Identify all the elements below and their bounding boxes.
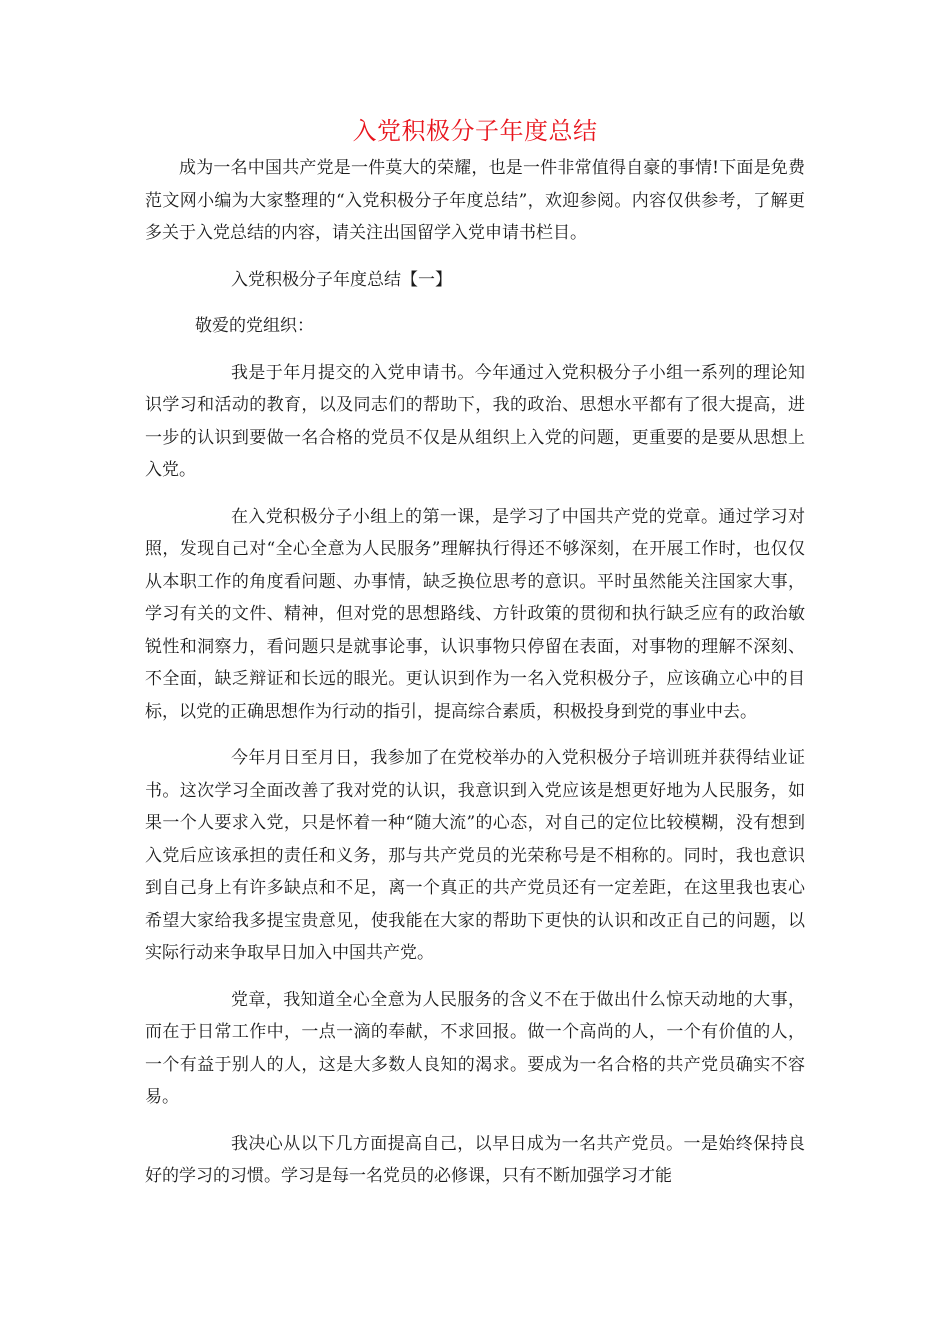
body-paragraph: 在入党积极分子小组上的第一课，是学习了中国共产党的党章。通过学习对照，发现自己对“全心全意为人民服务”理解执行得还不够深刻，在开展工作时，也仅仅从本职工作的角度看问题、办事情，缺乏换位思考的意识。平时虽然能关注国家大事，学习有关的文件、精神，但对党的思想路线、方针政策的贯彻和执行缺乏应有的政治敏锐性和洞察力，看问题只是就事论事，认识事物只停留在表面，对事物的理解不深刻、不全面，缺乏辩证和长远的眼光。更认识到作为一名入党积极分子，应该确立心中的目标，以党的正确思想作为行动的指引，提高综合素质，积极投身到党的事业中去。 [145, 506, 805, 722]
section-heading: 入党积极分子年度总结【一】 [231, 269, 452, 290]
body-paragraph: 党章，我知道全心全意为人民服务的含义不在于做出什么惊天动地的大事，而在于日常工作中，一点一滴的奉献，不求回报。做一个高尚的人，一个有价值的人，一个有益于别人的人，这是大多数人良知的渴求。要成为一名合格的共产党员确实不容易。 [145, 989, 805, 1107]
document-body [145, 152, 805, 1193]
document-title: 入党积极分子年度总结 [352, 117, 598, 145]
body-paragraph: 我决心从以下几方面提高自己，以早日成为一名共产党员。一是始终保持良好的学习的习惯。学习是每一名党员的必修课，只有不断加强学习才能 [145, 1133, 805, 1186]
salutation: 敬爱的党组织： [195, 316, 314, 336]
body-paragraph: 我是于年月提交的入党申请书。今年通过入党积极分子小组一系列的理论知识学习和活动的教育，以及同志们的帮助下，我的政治、思想水平都有了很大提高，进一步的认识到要做一名合格的党员不仅是从组织上入党的问题，更重要的是要从思想上入党。 [145, 362, 805, 480]
intro-paragraph: 成为一名中国共产党是一件莫大的荣耀，也是一件非常值得自豪的事情!下面是免费范文网小编为大家整理的“入党积极分子年度总结”，欢迎参阅。内容仅供参考，了解更多关于入党总结的内容，请关注出国留学入党申请书栏目。 [145, 158, 805, 243]
body-paragraph: 今年月日至月日，我参加了在党校举办的入党积极分子培训班并获得结业证书。这次学习全面改善了我对党的认识，我意识到入党应该是想更好地为人民服务，如果一个人要求入党，只是怀着一种“随大流”的心态，对自己的定位比较模糊，没有想到入党后应该承担的责任和义务，那与共产党员的光荣称号是不相称的。同时，我也意识到自己身上有许多缺点和不足，离一个真正的共产党员还有一定差距，在这里我也衷心希望大家给我多提宝贵意见，使我能在大家的帮助下更快的认识和改正自己的问题，以实际行动来争取早日加入中国共产党。 [145, 748, 805, 963]
